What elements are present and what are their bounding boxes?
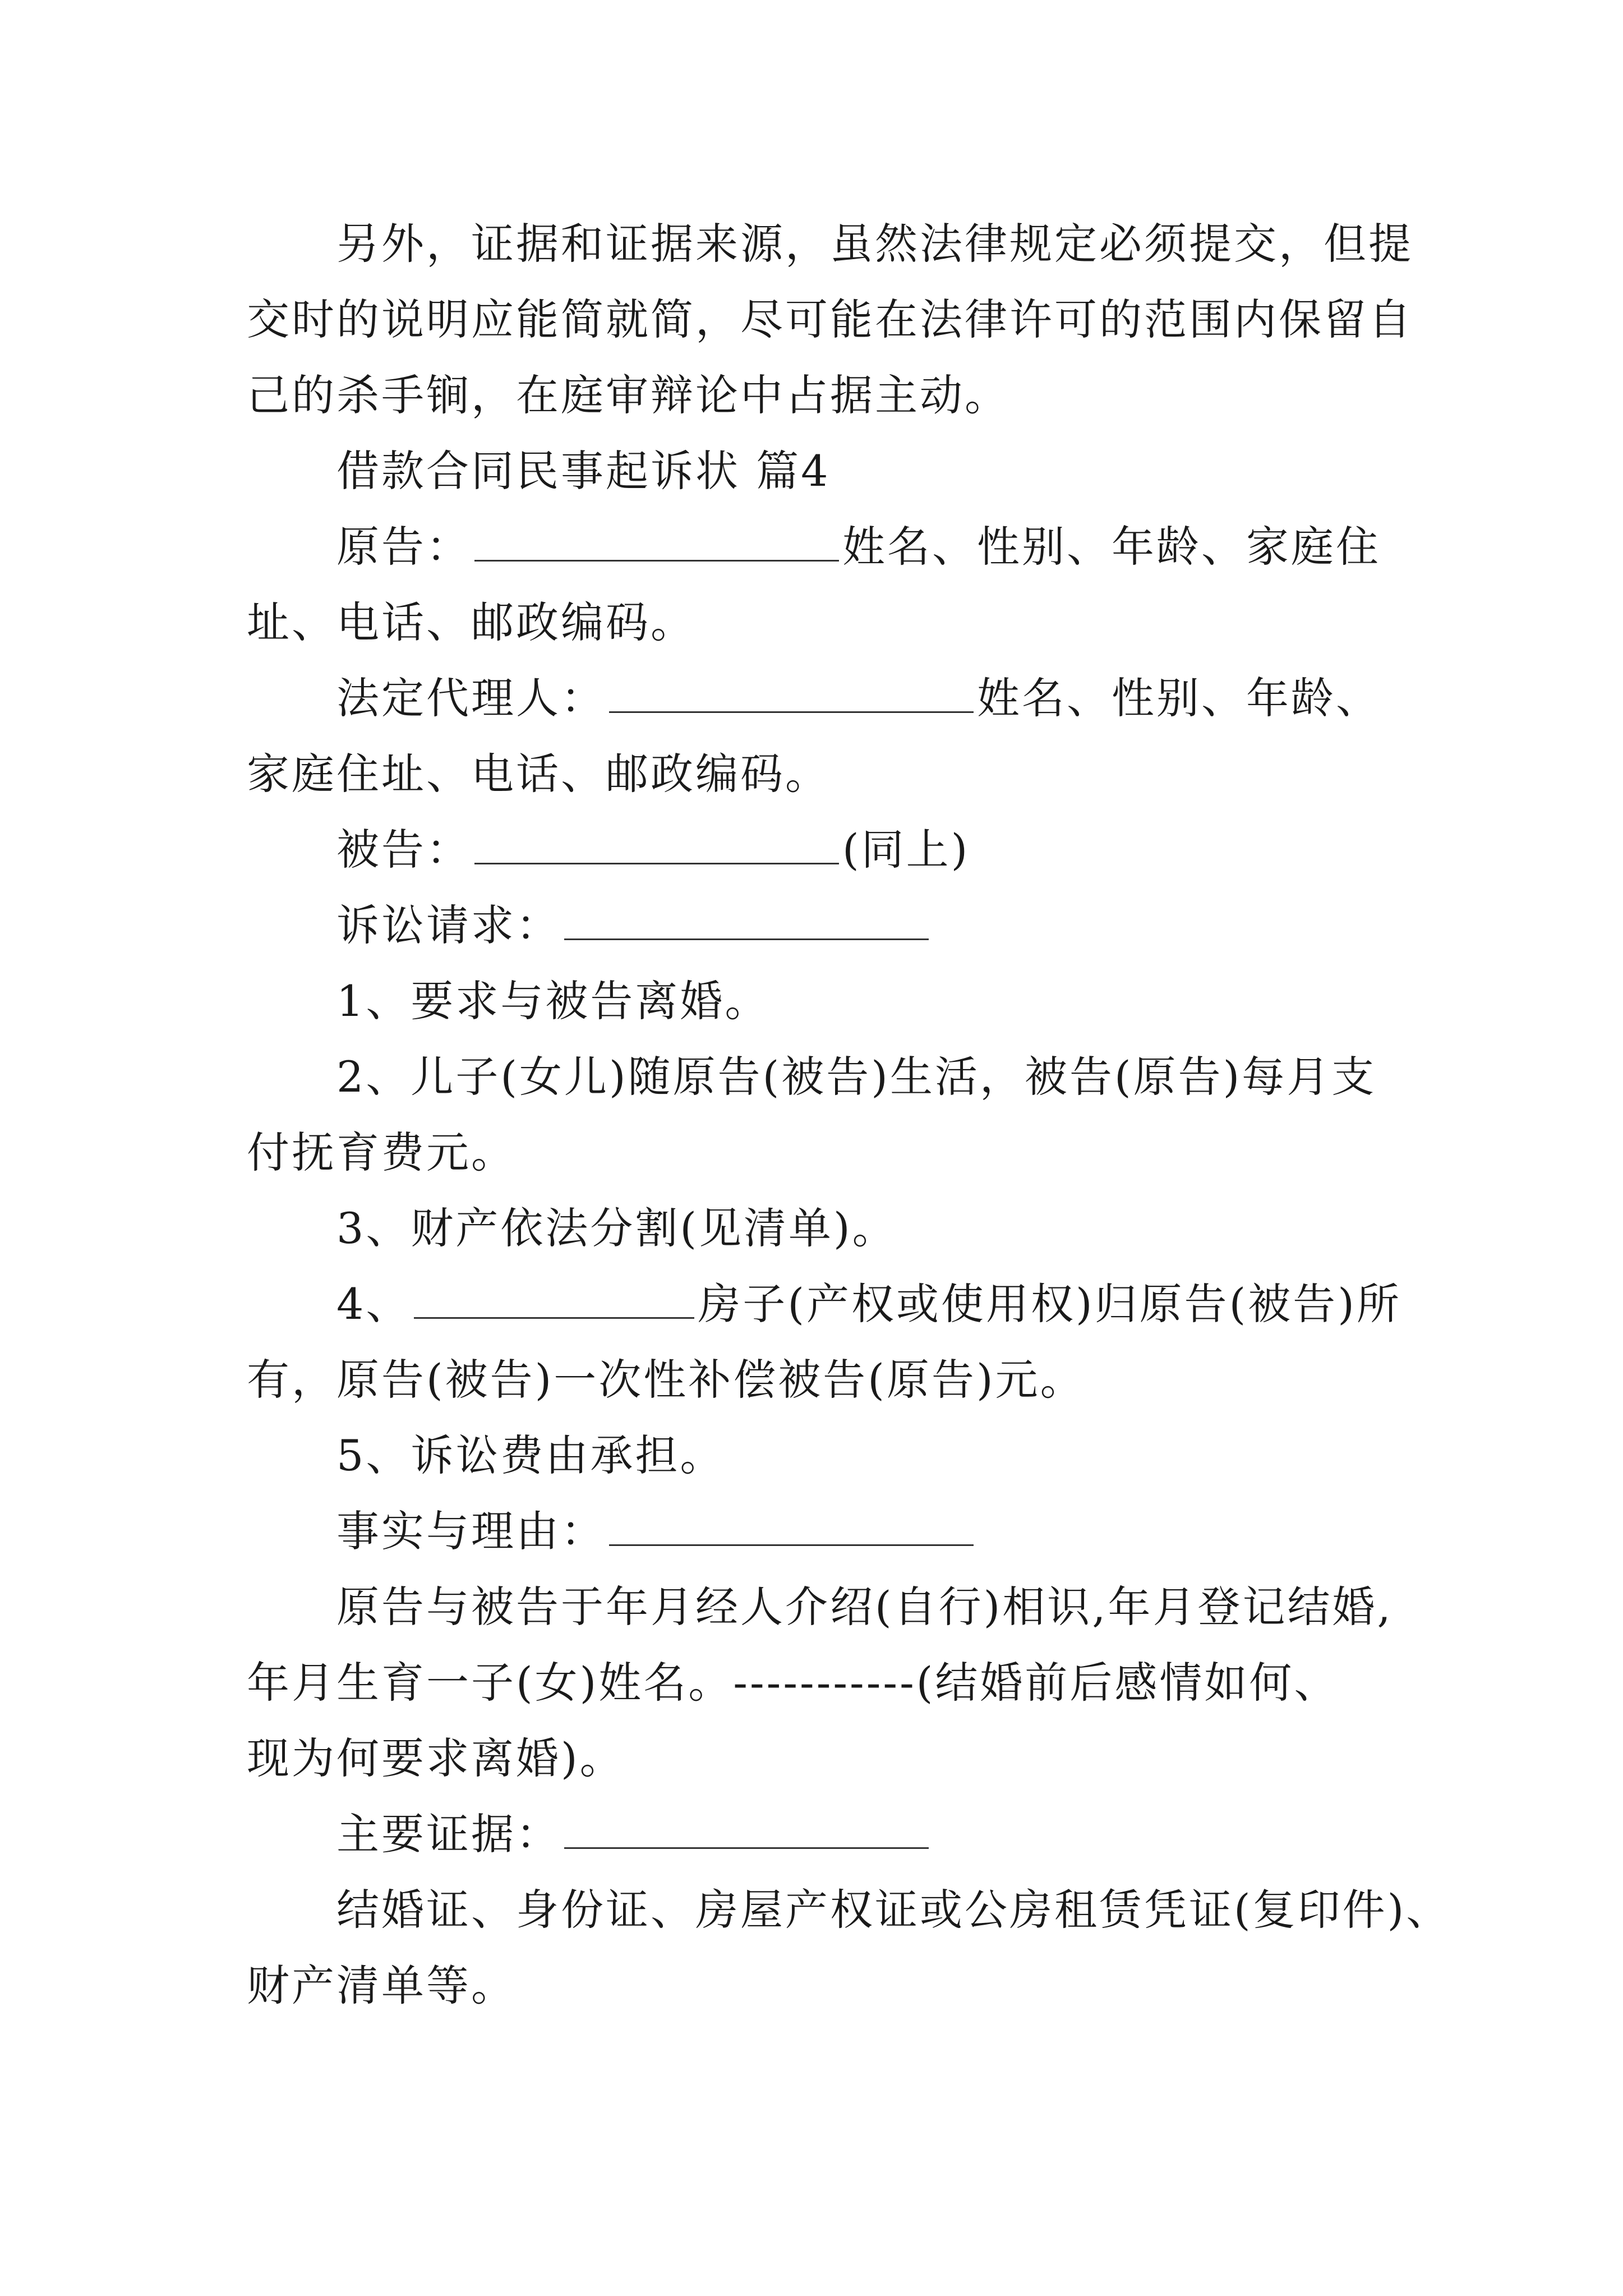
claim-4-prefix: 4、 xyxy=(336,1279,411,1329)
claim-item: 5、诉讼费由承担。 xyxy=(336,1430,725,1480)
defendant-desc: (同上) xyxy=(842,825,970,875)
evidence-label: 主要证据： xyxy=(336,1809,561,1859)
claim-item: 2、儿子(女儿)随原告(被告)生活，被告(原告)每月支 xyxy=(336,1052,1377,1102)
defendant-blank xyxy=(474,823,839,864)
claim-item: 1、要求与被告离婚。 xyxy=(336,976,770,1026)
plaintiff-desc: 姓名、性别、年龄、家庭住 xyxy=(842,522,1381,572)
paragraph-line: 另外，证据和证据来源，虽然法律规定必须提交，但提 xyxy=(336,219,1413,269)
claim-item-cont: 有，原告(被告)一次性补偿被告(原告)元。 xyxy=(247,1355,1085,1405)
facts-line: 原告与被告于年月经人介绍(自行)相识,年月登记结婚, xyxy=(336,1582,1393,1632)
claim-4-text: 房子(产权或使用权)归原告(被告)所 xyxy=(698,1279,1401,1329)
paragraph-line: 己的杀手锏，在庭审辩论中占据主动。 xyxy=(247,370,1009,420)
facts-line: 年月生育一子(女)姓名。-----------(结婚前后感情如何、 xyxy=(247,1658,1339,1708)
evidence-heading xyxy=(336,1806,932,1862)
section-title: 借款合同民事起诉状 篇4 xyxy=(336,446,831,496)
agent-label: 法定代理人： xyxy=(336,673,606,723)
plaintiff-cont: 址、电话、邮政编码。 xyxy=(247,597,695,647)
claims-blank xyxy=(564,899,929,940)
facts-line: 现为何要求离婚)。 xyxy=(247,1733,625,1783)
plaintiff-label: 原告： xyxy=(336,522,471,572)
agent-cont: 家庭住址、电话、邮政编码。 xyxy=(247,749,830,799)
facts-blank xyxy=(609,1505,974,1546)
agent-blank xyxy=(609,672,974,713)
facts-label: 事实与理由： xyxy=(336,1506,606,1556)
plaintiff-blank xyxy=(474,521,839,562)
claim-item xyxy=(336,1276,1401,1332)
evidence-line: 结婚证、身份证、房屋产权证或公房租赁凭证(复印件)、 xyxy=(336,1885,1451,1935)
claims-label: 诉讼请求： xyxy=(336,900,561,950)
claim-4-blank xyxy=(414,1278,694,1319)
evidence-blank xyxy=(564,1808,929,1849)
defendant-line xyxy=(336,822,970,878)
defendant-label: 被告： xyxy=(336,825,471,875)
plaintiff-line xyxy=(336,519,1381,575)
claims-heading xyxy=(336,898,932,954)
claim-item-cont: 付抚育费元。 xyxy=(247,1128,516,1177)
evidence-line: 财产清单等。 xyxy=(247,1961,516,2010)
paragraph-line: 交时的说明应能简就简，尽可能在法律许可的范围内保留自 xyxy=(247,295,1413,344)
claim-item: 3、财产依法分割(见清单)。 xyxy=(336,1203,897,1253)
facts-heading xyxy=(336,1503,977,1559)
agent-line xyxy=(336,670,1381,726)
agent-desc: 姓名、性别、年龄、 xyxy=(977,673,1381,723)
